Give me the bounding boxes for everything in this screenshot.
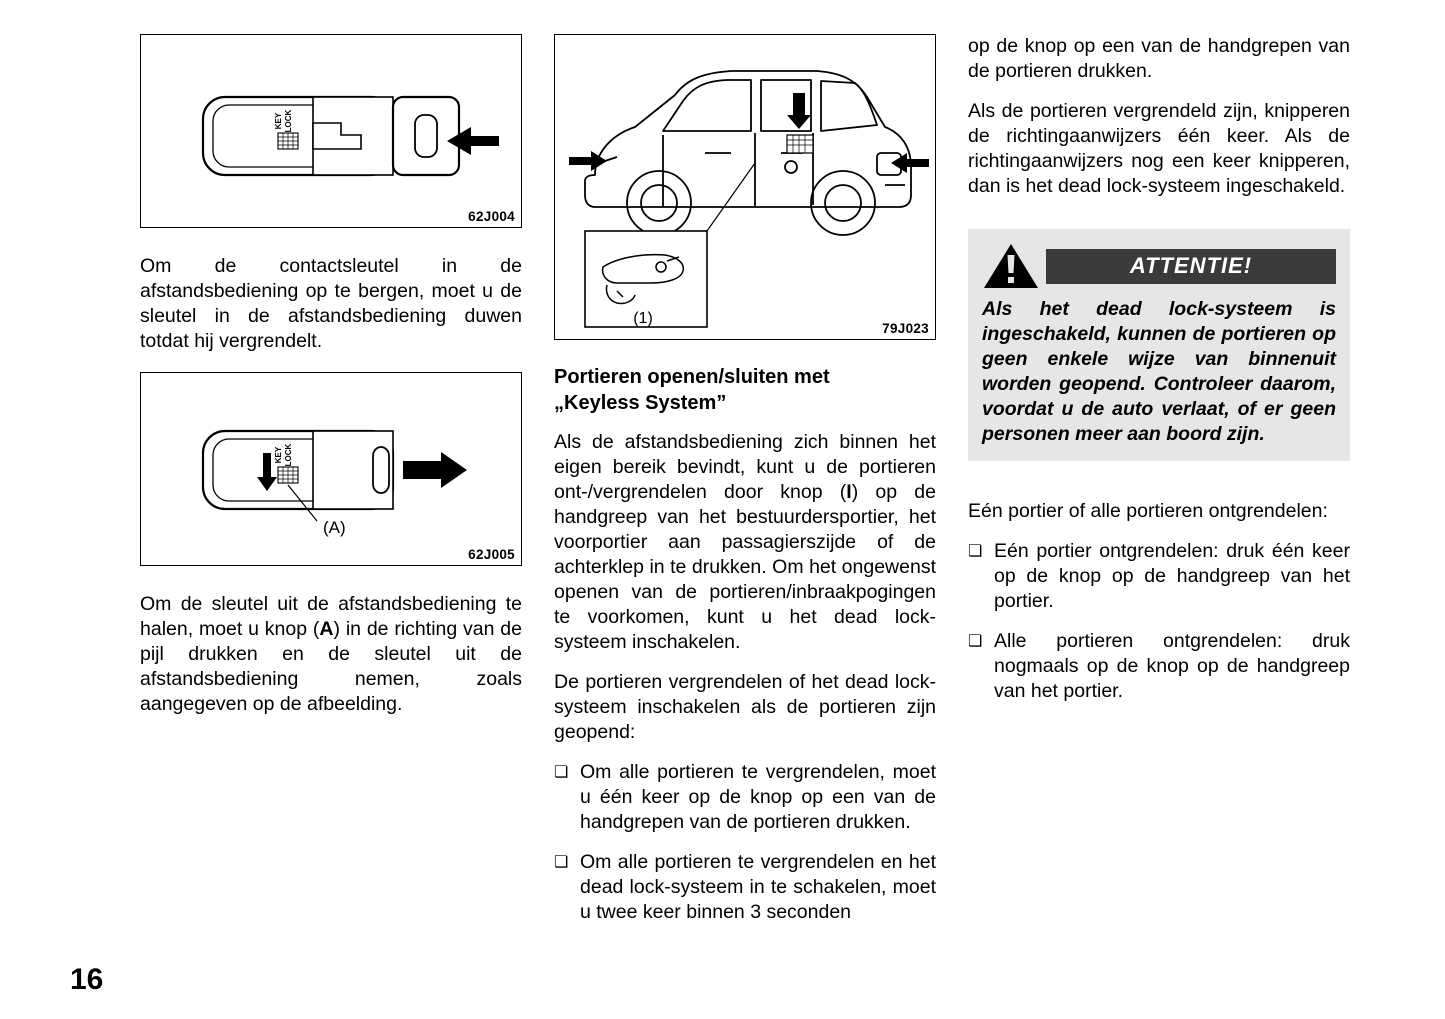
left-paragraph-1: Om de contactsleutel in de afstandsbediening op te bergen, moet u de sleutel in de afstandsbediening duwen totdat hij vergrendelt. — [140, 255, 522, 352]
bullet-square-icon: ❏ — [554, 854, 569, 871]
list-item — [968, 539, 1350, 614]
attention-title: ATTENTIE! — [1046, 249, 1336, 284]
right-paragraph-1: op de knop op een van de handgrepen van de portieren drukken. — [968, 35, 1350, 82]
remote-key-release-illustration — [141, 373, 519, 563]
figure-key-insert — [140, 34, 522, 228]
key-label-text: KEY — [274, 112, 283, 130]
remote-key-insert-illustration — [141, 35, 519, 225]
middle-paragraph-1: Als de afstandsbediening zich binnen het eigen bereik bevindt, kunt u de portieren ont-/vergrendelen door knop (I) op de handgreep van het bestuurdersportier, het voorportier aan passagierszijde of de achterklep in te drukken. Om het ongewenst openen van de portieren/inbraakpogingen te voorkomen, kunt u het dead lock-systeem inschakelen. — [554, 431, 936, 653]
list-item-text: Om alle portieren te vergrendelen en het dead lock-systeem in te schakelen, moet u twee keer binnen 3 seconden — [580, 851, 936, 923]
callout-1-text: (1) — [633, 310, 653, 327]
bullet-square-icon: ❏ — [554, 764, 569, 781]
right-column — [968, 34, 1350, 719]
figure-code: 62J005 — [468, 547, 515, 562]
attention-box — [968, 229, 1350, 461]
button-1-ref: I — [846, 481, 852, 503]
svg-text:KEY: KEY — [274, 446, 283, 464]
list-item-text: Om alle portieren te vergrendelen, moet u één keer op de knop op een van de handgrepen van de portieren drukken. — [580, 761, 936, 833]
figure-code: 79J023 — [882, 321, 929, 336]
left-paragraph-2: Om de sleutel uit de afstandsbediening te halen, moet u knop (A) in de richting van de pijl drukken en de sleutel uit de afstandsbediening nemen, zoals aangegeven op de afbeelding. — [140, 593, 522, 715]
section-heading — [554, 364, 936, 416]
callout-a-text: (A) — [323, 518, 346, 537]
attention-text: Als het dead lock-systeem is ingeschakeld, kunnen de portieren op geen enkele wijze van binnenuit worden geopend. Controleer daarom, voordat u de auto verlaat, of er geen personen meer aan boord zijn. — [982, 298, 1336, 445]
vehicle-door-handle-illustration — [555, 35, 933, 337]
list-item-text: Alle portieren ontgrendelen: druk nogmaals op de knop op de handgreep van het portier. — [994, 630, 1350, 702]
left-column — [140, 34, 522, 732]
section-heading-line1: Portieren openen/sluiten met — [554, 366, 830, 388]
middle-column — [554, 34, 936, 940]
right-paragraph-3: Eén portier of alle portieren ontgrendelen: — [968, 500, 1328, 522]
bullet-square-icon: ❏ — [968, 633, 983, 650]
bullet-square-icon: ❏ — [968, 543, 983, 560]
figure-vehicle-keyless — [554, 34, 936, 340]
lock-label-text: LOCK — [284, 109, 293, 133]
list-item — [968, 629, 1350, 704]
figure-code: 62J004 — [468, 209, 515, 224]
page-number: 16 — [70, 963, 104, 996]
button-a-ref: A — [319, 618, 334, 640]
section-heading-line2: „Keyless System” — [554, 392, 727, 414]
middle-paragraph-2: De portieren vergrendelen of het dead lock-systeem inschakelen als de portieren zijn geopend: — [554, 671, 936, 743]
list-item-text: Eén portier ontgrendelen: druk één keer op de knop op de handgreep van het portier. — [994, 540, 1350, 612]
figure-key-release — [140, 372, 522, 566]
svg-text:LOCK: LOCK — [284, 443, 293, 467]
warning-triangle-icon — [982, 241, 1040, 291]
list-item — [554, 850, 936, 925]
attention-header — [982, 241, 1336, 291]
list-item — [554, 760, 936, 835]
right-paragraph-2: Als de portieren vergrendeld zijn, knipperen de richtingaanwijzers één keer. Als de richtingaanwijzers nog een keer knipperen, dan is het dead lock-systeem ingeschakeld. — [968, 100, 1350, 197]
